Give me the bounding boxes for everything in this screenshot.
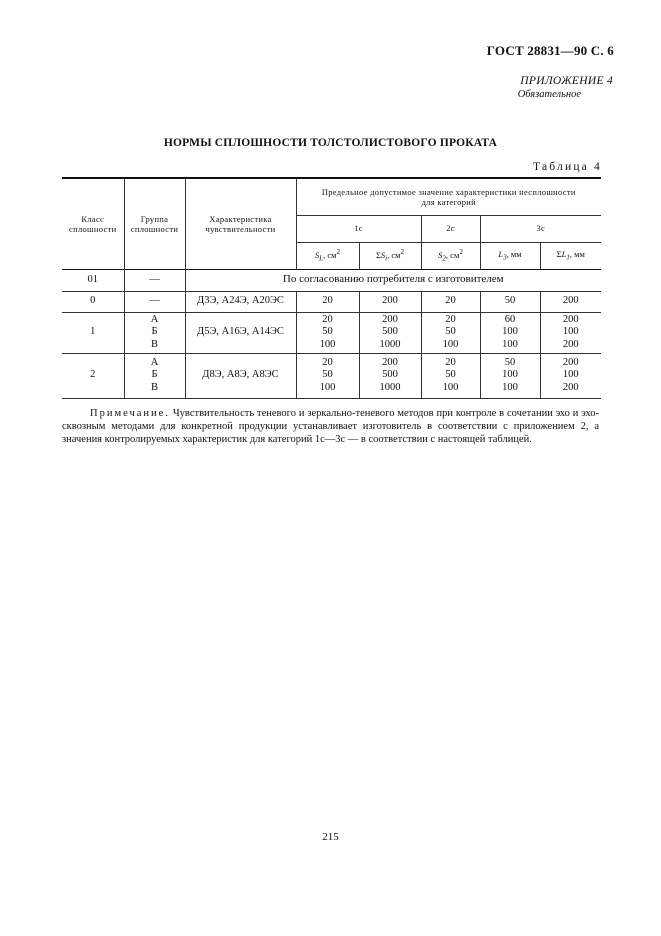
cell-values	[540, 353, 601, 398]
header-sensitivity-line2: чувствительности	[205, 223, 276, 234]
cell-group-item: В	[150, 338, 158, 350]
cell-group-item: А	[150, 313, 159, 325]
cell-values	[359, 353, 421, 398]
header-sensitivity	[185, 178, 296, 269]
cell-value: 1000	[379, 338, 401, 350]
cell-group-item: А	[150, 356, 159, 368]
header-sub-sum-l1: $\Sigma L_1$, мм	[540, 242, 601, 269]
cell-value: 500	[382, 326, 398, 338]
cell-group-item: Б	[151, 369, 158, 381]
cell-values	[480, 353, 540, 398]
cell-value: 50	[322, 369, 333, 381]
cell-value: 20	[322, 356, 333, 368]
note-label: Примечание.	[90, 408, 170, 419]
cell-value: 100	[502, 326, 518, 338]
cell-agreement-text: По согласованию потребителя с изготовителем	[185, 269, 601, 291]
cell-value: 50	[445, 369, 456, 381]
cell-value: 200	[562, 338, 579, 350]
header-cat-2c: 2с	[421, 215, 480, 242]
header-sub-l3: $L_3$, мм	[480, 242, 540, 269]
header-row-1	[62, 178, 601, 215]
cell-group-list	[124, 312, 185, 353]
header-group	[124, 178, 185, 269]
header-cat-1c: 1с	[296, 215, 421, 242]
header-class	[62, 178, 124, 269]
cell-value: 100	[319, 381, 336, 393]
cell-values	[296, 312, 359, 353]
cell-value: 200	[382, 356, 398, 368]
header-sub-sum-si: $\Sigma S_i$, $см^2$	[359, 242, 421, 269]
cell-class: 0	[62, 291, 124, 312]
cell-value: 50	[504, 356, 516, 368]
header-sub-s2: $S_2$, $см^2$	[421, 242, 480, 269]
cell-group: —	[124, 269, 185, 291]
cell-values	[480, 312, 540, 353]
cell-value: 200	[562, 356, 579, 368]
header-group-line2: сплошности	[130, 223, 179, 234]
header-sensitivity-line1: Характеристика	[209, 213, 272, 224]
document-title: НОРМЫ СПЛОШНОСТИ ТОЛСТОЛИСТОВОГО ПРОКАТА	[163, 137, 498, 149]
cell-class: 01	[62, 269, 124, 291]
note-text: Чувствительность теневого и зеркально-теневого методов при контроле в сочетании эхо и эхо-сквозным методами для конкретной продукции устанавливает изготовитель в соответствии с приложением 2, а значения контролируемых характеристик для категорий 1с—3с — в соответствии с настоящей таблицей.	[62, 408, 599, 445]
header-limit-line2: для категорий	[421, 196, 476, 207]
cell-value: 100	[562, 326, 579, 338]
cell-group-list	[124, 353, 185, 398]
cell-group: —	[124, 291, 185, 312]
cell-value: 20	[322, 313, 333, 325]
cell-sensitivity: Д8Э, А8Э, А8ЭС	[185, 353, 296, 398]
cell-value: 500	[382, 369, 398, 381]
cell-value: 50	[322, 326, 333, 338]
standard-header: ГОСТ 28831—90 С. 6	[486, 43, 614, 58]
cell-value: 100	[562, 369, 579, 381]
cell-value: 100	[502, 381, 518, 393]
table-caption: Таблица 4	[533, 161, 602, 173]
appendix-status: Обязательное	[517, 89, 581, 100]
cell-value: 50	[480, 291, 540, 312]
cell-value: 100	[442, 338, 459, 350]
cell-class: 1	[62, 312, 124, 353]
cell-values	[540, 312, 601, 353]
cell-value: 1000	[379, 381, 401, 393]
cell-class: 2	[62, 353, 124, 398]
cell-value: 100	[502, 369, 518, 381]
header-limit	[296, 178, 601, 215]
page-number: 215	[322, 831, 339, 843]
cell-value: 100	[319, 338, 336, 350]
table-row-01	[62, 269, 601, 291]
cell-value: 200	[562, 381, 579, 393]
cell-value: 200	[359, 291, 421, 312]
header-limit-line1: Предельное допустимое значение характеристики несплошности	[321, 186, 576, 197]
cell-value: 60	[504, 313, 516, 325]
cell-sensitivity: Д3Э, А24Э, А20ЭС	[185, 291, 296, 312]
appendix-label: ПРИЛОЖЕНИЕ 4	[520, 75, 613, 87]
cell-value: 200	[382, 313, 398, 325]
header-sub-sl: $S_L$, $см^2$	[296, 242, 359, 269]
header-group-line1: Группа	[140, 213, 169, 224]
cell-value: 100	[502, 338, 518, 350]
table-row-2	[62, 353, 601, 398]
header-cat-3c: 3с	[480, 215, 601, 242]
cell-group-item: Б	[151, 326, 158, 338]
cell-value: 20	[445, 356, 456, 368]
cell-value: 20	[421, 291, 480, 312]
table-note	[62, 407, 599, 446]
cell-value: 20	[445, 313, 456, 325]
cell-value: 50	[445, 326, 456, 338]
cell-values	[421, 353, 480, 398]
cell-value: 100	[442, 381, 459, 393]
cell-value: 200	[562, 313, 579, 325]
norms-table	[62, 177, 601, 399]
cell-value: 200	[540, 291, 601, 312]
cell-value: 20	[296, 291, 359, 312]
cell-group-item: В	[150, 381, 158, 393]
table-row-1	[62, 312, 601, 353]
cell-values	[421, 312, 480, 353]
cell-values	[359, 312, 421, 353]
cell-values	[296, 353, 359, 398]
header-class-line2: сплошности	[69, 223, 117, 234]
table-row-0	[62, 291, 601, 312]
header-class-line1: Класс	[81, 213, 105, 224]
cell-sensitivity: Д5Э, А16Э, А14ЭС	[185, 312, 296, 353]
